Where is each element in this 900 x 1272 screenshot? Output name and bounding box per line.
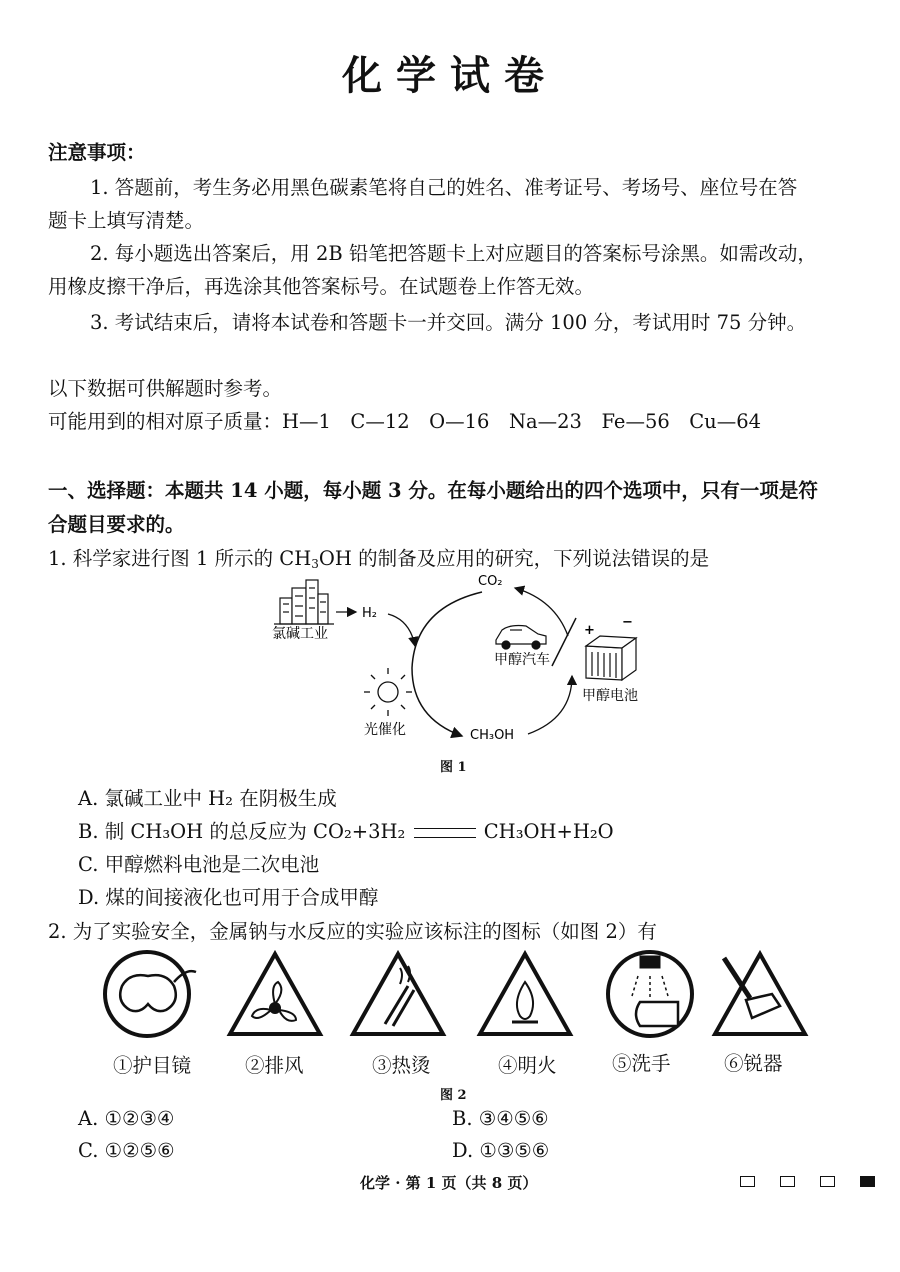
q1-stem-subscript: 3 [311, 557, 319, 571]
icon-label-flame: ④明火 [498, 1054, 557, 1077]
ventilation-icon [230, 954, 320, 1034]
goggles-icon [105, 952, 196, 1036]
sun-icon [364, 668, 412, 716]
q1-option-b [78, 816, 614, 844]
factory-icon [274, 580, 334, 624]
q1-option-a: A. 氯碱工业中 H₂ 在阴极生成 [78, 787, 337, 810]
q2-option-c: C. ①②⑤⑥ [78, 1139, 175, 1162]
footer-mark [780, 1176, 795, 1187]
figure-2-safety-icons [100, 946, 820, 1046]
question-1-stem [48, 543, 709, 571]
atomic-masses: 可能用到的相对原子质量：H—1 C—12 O—16 Na—23 Fe—56 Cu—64 [48, 410, 762, 433]
section-heading: 一、选择题：本题共 14 小题，每小题 3 分。在每小题给出的四个选项中，只有一项是符 [48, 479, 818, 502]
q2-option-b: B. ③④⑤⑥ [452, 1107, 549, 1130]
reference-intro: 以下数据可供解题时参考。 [48, 377, 283, 400]
arrow [528, 676, 572, 734]
icon-label-ventilation: ②排风 [245, 1054, 304, 1077]
notice-line: 题卡上填写清楚。 [48, 209, 205, 232]
footer-mark-filled [860, 1176, 875, 1187]
q2-option-a: A. ①②③④ [78, 1107, 175, 1130]
car-icon [496, 626, 546, 650]
figure-2-caption: 图 2 [440, 1088, 467, 1103]
methanol-battery-label: 甲醇电池 [582, 688, 638, 704]
q1-option-c: C. 甲醇燃料电池是二次电池 [78, 853, 320, 876]
q2-option-d: D. ①③⑤⑥ [452, 1139, 550, 1162]
icon-label-hot: ③热烫 [372, 1054, 431, 1077]
notice-heading: 注意事项： [48, 141, 146, 164]
ch3oh-label: CH₃OH [470, 728, 515, 743]
q1-option-b-lhs: B. 制 CH₃OH 的总反应为 CO₂+3H₂ [78, 820, 406, 843]
notice-line: 2. 每小题选出答案后，用 2B 铅笔把答题卡上对应题目的答案标号涂黑。如需改动， [90, 242, 817, 265]
page-title: 化学试卷 [342, 52, 558, 99]
equals-sign [414, 828, 476, 838]
icon-label-goggles: ①护目镜 [113, 1054, 192, 1077]
footer-mark [740, 1176, 755, 1187]
hot-surface-icon [353, 954, 443, 1034]
hand-wash-icon [608, 952, 692, 1036]
chloralkali-label: 氯碱工业 [272, 626, 328, 642]
notice-line: 用橡皮擦干净后，再选涂其他答案标号。在试题卷上作答无效。 [48, 275, 595, 298]
page-footer: 化学 · 第 1 页（共 8 页） [360, 1174, 538, 1192]
footer-mark [820, 1176, 835, 1187]
flame-icon [480, 954, 570, 1034]
divider-slash [552, 618, 576, 666]
icon-label-sharp: ⑥锐器 [724, 1052, 783, 1075]
h2-label: H₂ [362, 606, 377, 621]
cycle-arc [412, 592, 482, 736]
positive-terminal: + [584, 623, 595, 638]
notice-line: 3. 考试结束后，请将本试卷和答题卡一并交回。满分 100 分，考试用时 75 分钟。 [90, 311, 807, 334]
photocatalysis-label: 光催化 [364, 722, 406, 738]
methanol-car-label: 甲醇汽车 [494, 652, 550, 668]
q1-stem-part: OH 的制备及应用的研究，下列说法错误的是 [318, 547, 710, 570]
battery-icon [586, 636, 636, 680]
figure-1-caption: 图 1 [440, 760, 467, 775]
negative-terminal: − [622, 615, 633, 630]
figure-1-methanol-cycle [250, 568, 670, 778]
q1-option-b-rhs: CH₃OH+H₂O [483, 820, 614, 843]
q1-option-d: D. 煤的间接液化也可用于合成甲醇 [78, 886, 379, 909]
co2-label: CO₂ [478, 574, 503, 589]
q1-stem-part: 1. 科学家进行图 1 所示的 CH [48, 547, 312, 570]
question-2-stem: 2. 为了实验安全，金属钠与水反应的实验应该标注的图标（如图 2）有 [48, 920, 657, 943]
arrow [388, 614, 415, 646]
notice-line: 1. 答题前，考生务必用黑色碳素笔将自己的姓名、准考证号、考场号、座位号在答 [90, 176, 798, 199]
section-heading-cont: 合题目要求的。 [48, 513, 185, 536]
icon-label-wash: ⑤洗手 [612, 1052, 671, 1075]
sharp-object-icon [715, 954, 805, 1034]
